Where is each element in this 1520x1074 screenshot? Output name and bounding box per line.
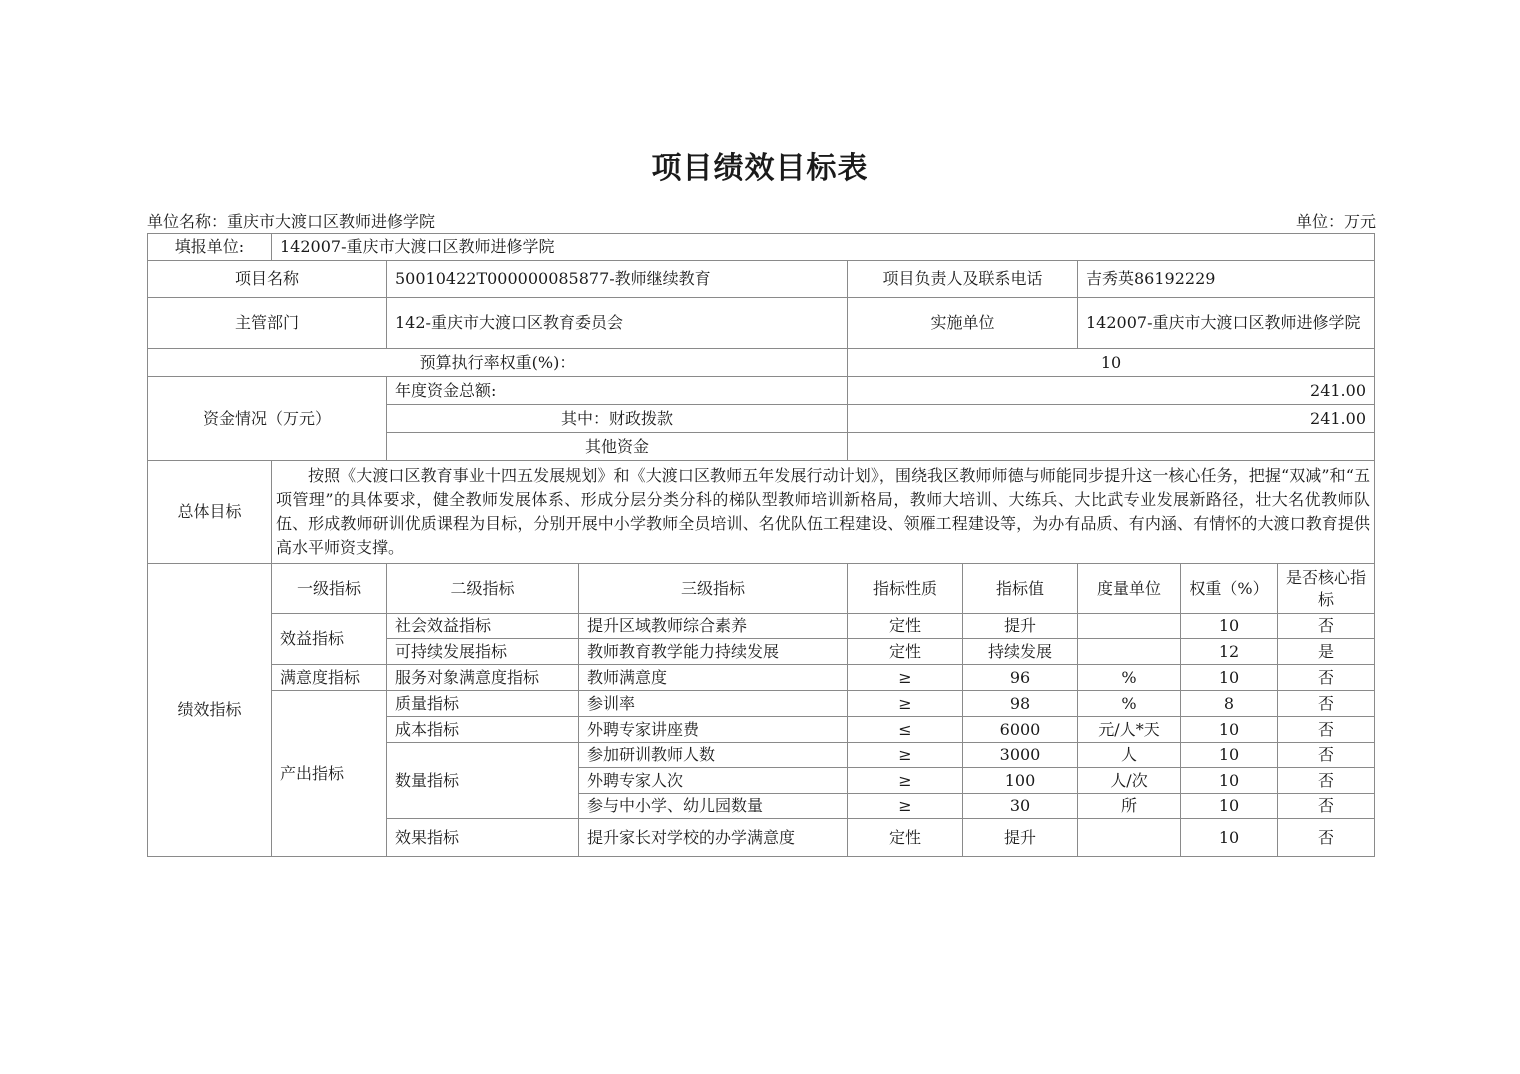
- nature-cell: ≥: [848, 691, 963, 717]
- unit-cell: [1078, 639, 1181, 665]
- fund-total-value: 241.00: [848, 377, 1375, 405]
- contact-value: 吉秀英86192229: [1078, 261, 1375, 298]
- budget-weight-value: 10: [848, 349, 1375, 377]
- fund-other-label: 其他资金: [387, 433, 848, 461]
- header-level3: 三级指标: [579, 564, 848, 614]
- value-cell: 3000: [963, 743, 1078, 768]
- value-cell: 提升: [963, 614, 1078, 639]
- budget-weight-label: 预算执行率权重(%)：: [148, 349, 848, 377]
- fund-fiscal-value: 241.00: [848, 405, 1375, 433]
- header-level1: 一级指标: [272, 564, 387, 614]
- weight-cell: 10: [1181, 743, 1278, 768]
- performance-table: [147, 233, 1375, 857]
- level1-cell: 效益指标: [272, 614, 387, 665]
- level2-cell: 可持续发展指标: [387, 639, 579, 665]
- fund-fiscal-label: 其中：财政拨款: [387, 405, 848, 433]
- weight-cell: 8: [1181, 691, 1278, 717]
- nature-cell: 定性: [848, 614, 963, 639]
- level3-cell: 外聘专家人次: [579, 768, 848, 794]
- project-name-value: 50010422T000000085877-教师继续教育: [387, 261, 848, 298]
- fill-unit-value: 142007-重庆市大渡口区教师进修学院: [272, 234, 1375, 261]
- level2-cell: 数量指标: [387, 743, 579, 819]
- level3-cell: 外聘专家讲座费: [579, 717, 848, 743]
- table-row: [148, 691, 1375, 717]
- level2-cell: 成本指标: [387, 717, 579, 743]
- weight-cell: 10: [1181, 794, 1278, 819]
- core-cell: 否: [1278, 691, 1375, 717]
- table-row: [148, 665, 1375, 691]
- header-weight: 权重（%）: [1181, 564, 1278, 614]
- unit-cell: %: [1078, 691, 1181, 717]
- weight-cell: 10: [1181, 717, 1278, 743]
- level3-cell: 教师教育教学能力持续发展: [579, 639, 848, 665]
- nature-cell: ≥: [848, 743, 963, 768]
- core-cell: 是: [1278, 639, 1375, 665]
- weight-cell: 12: [1181, 639, 1278, 665]
- impl-value: 142007-重庆市大渡口区教师进修学院: [1078, 298, 1375, 349]
- level3-cell: 参加研训教师人数: [579, 743, 848, 768]
- weight-cell: 10: [1181, 819, 1278, 857]
- value-cell: 96: [963, 665, 1078, 691]
- unit-cell: %: [1078, 665, 1181, 691]
- unit-name: 单位名称：重庆市大渡口区教师进修学院: [147, 212, 436, 231]
- project-name-label: 项目名称: [148, 261, 387, 298]
- level3-cell: 参训率: [579, 691, 848, 717]
- header-level2: 二级指标: [387, 564, 579, 614]
- core-cell: 否: [1278, 794, 1375, 819]
- level2-cell: 服务对象满意度指标: [387, 665, 579, 691]
- nature-cell: ≤: [848, 717, 963, 743]
- fund-label: 资金情况（万元）: [148, 377, 387, 461]
- fund-other-value: [848, 433, 1375, 461]
- weight-cell: 10: [1181, 665, 1278, 691]
- unit-cell: [1078, 614, 1181, 639]
- core-cell: 否: [1278, 743, 1375, 768]
- header-value: 指标值: [963, 564, 1078, 614]
- level3-cell: 教师满意度: [579, 665, 848, 691]
- header-nature: 指标性质: [848, 564, 963, 614]
- level1-cell: 满意度指标: [272, 665, 387, 691]
- value-cell: 持续发展: [963, 639, 1078, 665]
- unit-cell: 人/次: [1078, 768, 1181, 794]
- nature-cell: ≥: [848, 794, 963, 819]
- value-cell: 98: [963, 691, 1078, 717]
- header-unit: 度量单位: [1078, 564, 1181, 614]
- level2-cell: 效果指标: [387, 819, 579, 857]
- table-row: [148, 614, 1375, 639]
- unit-cell: 人: [1078, 743, 1181, 768]
- perf-label: 绩效指标: [148, 564, 272, 857]
- goal-text: 按照《大渡口区教育事业十四五发展规划》和《大渡口区教师五年发展行动计划》，围绕我区教师师德与师能同步提升这一核心任务，把握“双减”和“五项管理”的具体要求，健全教师发展体系、形成分层分类分科的梯队型教师培训新格局，教师大培训、大练兵、大比武专业发展新路径，壮大名优教师队伍、形成教师研训优质课程为目标，分别开展中小学教师全员培训、名优队伍工程建设、领雁工程建设等，为办有品质、有内涵、有情怀的大渡口教育提供高水平师资支撑。: [272, 461, 1375, 564]
- header-core: 是否核心指标: [1278, 564, 1375, 614]
- impl-label: 实施单位: [848, 298, 1078, 349]
- unit-cell: 元/人*天: [1078, 717, 1181, 743]
- core-cell: 否: [1278, 768, 1375, 794]
- page-title: 项目绩效目标表: [651, 151, 869, 186]
- weight-cell: 10: [1181, 768, 1278, 794]
- contact-label: 项目负责人及联系电话: [848, 261, 1078, 298]
- nature-cell: ≥: [848, 768, 963, 794]
- unit-cell: 所: [1078, 794, 1181, 819]
- value-cell: 30: [963, 794, 1078, 819]
- dept-value: 142-重庆市大渡口区教育委员会: [387, 298, 848, 349]
- weight-cell: 10: [1181, 614, 1278, 639]
- nature-cell: 定性: [848, 819, 963, 857]
- level2-cell: 质量指标: [387, 691, 579, 717]
- level2-cell: 社会效益指标: [387, 614, 579, 639]
- nature-cell: ≥: [848, 665, 963, 691]
- nature-cell: 定性: [848, 639, 963, 665]
- fill-unit-label: 填报单位:: [148, 234, 272, 261]
- level1-cell: 产出指标: [272, 691, 387, 857]
- level3-cell: 提升区域教师综合素养: [579, 614, 848, 639]
- core-cell: 否: [1278, 665, 1375, 691]
- level3-cell: 提升家长对学校的办学满意度: [579, 819, 848, 857]
- fund-total-label: 年度资金总额:: [387, 377, 848, 405]
- dept-label: 主管部门: [148, 298, 387, 349]
- core-cell: 否: [1278, 819, 1375, 857]
- value-cell: 6000: [963, 717, 1078, 743]
- core-cell: 否: [1278, 717, 1375, 743]
- core-cell: 否: [1278, 614, 1375, 639]
- level3-cell: 参与中小学、幼儿园数量: [579, 794, 848, 819]
- goal-label: 总体目标: [148, 461, 272, 564]
- value-cell: 提升: [963, 819, 1078, 857]
- value-cell: 100: [963, 768, 1078, 794]
- currency-unit: 单位：万元: [1295, 212, 1376, 231]
- unit-cell: [1078, 819, 1181, 857]
